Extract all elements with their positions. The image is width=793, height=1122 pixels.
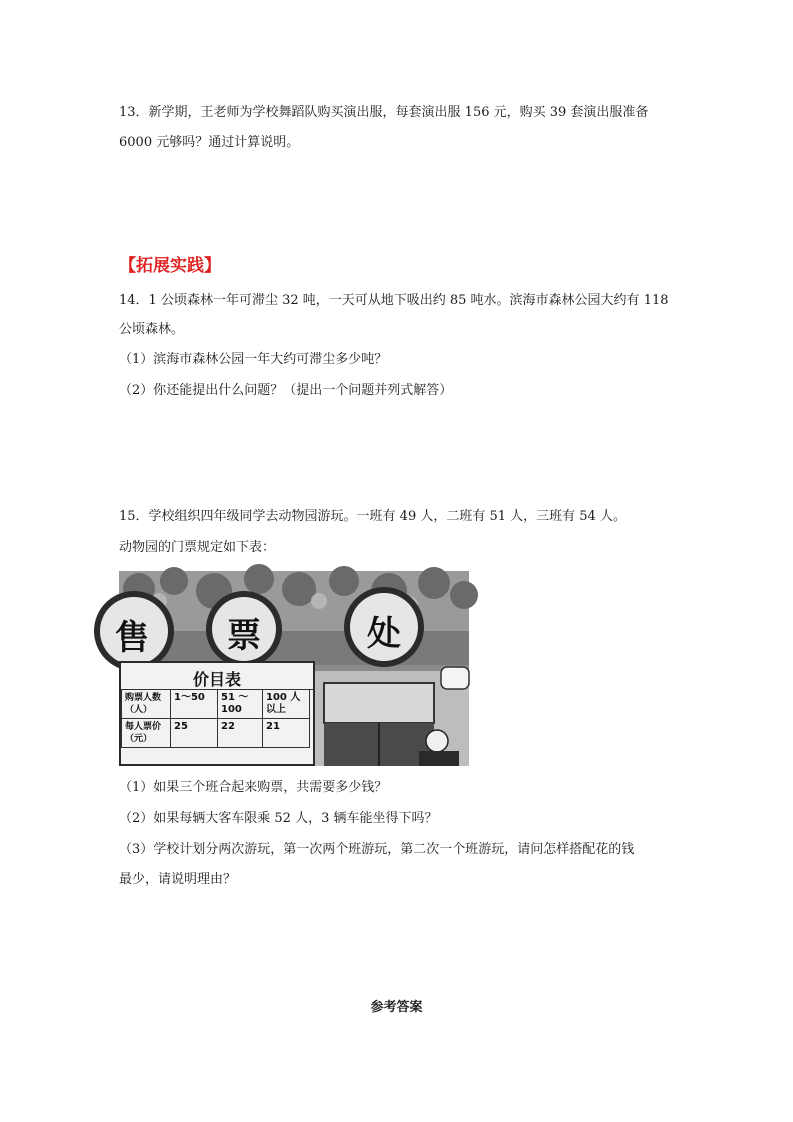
table-row <box>122 690 310 719</box>
q15-line1: 15．学校组织四年级同学去动物园游玩。一班有 49 人，二班有 51 人，三班有 54 人。 <box>119 509 626 524</box>
q15-sub1: （1）如果三个班合起来购票，共需要多少钱？ <box>119 780 388 795</box>
q15-line2: 动物园的门票规定如下表： <box>119 540 276 555</box>
q14-line2: 公顷森林。 <box>119 322 185 337</box>
price-board <box>119 661 315 766</box>
sign-char-3: 处 <box>367 614 401 654</box>
q13-line2: 6000 元够吗？通过计算说明。 <box>119 135 300 150</box>
table-cell: 21 <box>263 719 310 748</box>
price-board-title: 价目表 <box>121 667 313 690</box>
sign-char-1: 售 <box>115 618 149 658</box>
table-cell: 每人票价（元） <box>122 719 171 748</box>
table-cell: 100 人以上 <box>263 690 310 719</box>
section-title: 【拓展实践】 <box>119 256 221 276</box>
q14-sub1: （1）滨海市森林公园一年大约可滞尘多少吨？ <box>119 352 388 367</box>
q15-sub2: （2）如果每辆大客车限乘 52 人，3 辆车能坐得下吗？ <box>119 811 438 826</box>
q14-sub2: （2）你还能提出什么问题？（提出一个问题并列式解答） <box>119 383 453 398</box>
table-cell: 购票人数（人） <box>122 690 171 719</box>
q14-line1: 14．1 公顷森林一年可滞尘 32 吨，一天可从地下吸出约 85 吨水。滨海市森林公园大约有 118 <box>119 293 669 308</box>
table-row <box>122 719 310 748</box>
table-cell: 51 ～ 100 <box>218 690 263 719</box>
table-cell: 25 <box>171 719 218 748</box>
sign-char-2: 票 <box>227 616 261 656</box>
answer-heading: 参考答案 <box>370 1000 423 1015</box>
q13-line1: 13．新学期，王老师为学校舞蹈队购买演出服，每套演出服 156 元，购买 39 套演出服准备 <box>119 105 649 120</box>
table-cell: 1～50 <box>171 690 218 719</box>
price-table <box>121 689 310 748</box>
ticket-booth-image <box>115 571 469 766</box>
q15-sub3-cont: 最少，请说明理由？ <box>119 872 237 887</box>
table-cell: 22 <box>218 719 263 748</box>
q15-sub3: （3）学校计划分两次游玩，第一次两个班游玩，第二次一个班游玩，请问怎样搭配花的钱 <box>119 842 635 857</box>
